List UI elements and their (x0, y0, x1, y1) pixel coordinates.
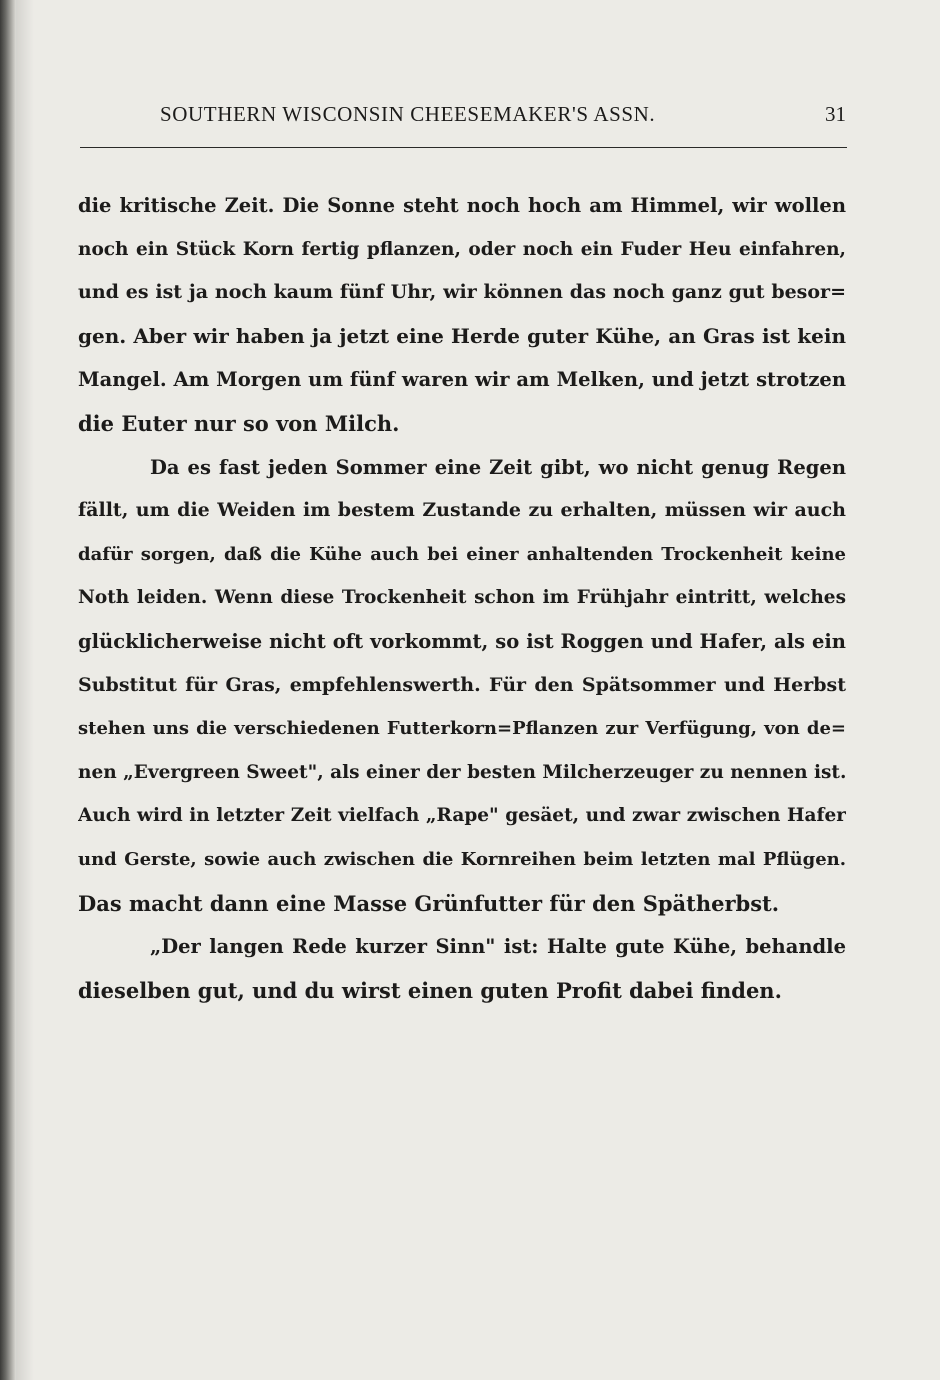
text-line: Noth leiden. Wenn diese Trockenheit schon im Frühjahr eintritt, welches (78, 587, 846, 609)
text-line: Substitut für Gras, empfehlenswerth. Für den Spätsommer und Herbst (78, 673, 846, 696)
text-line: dieselben gut, und du wirst einen guten Profit dabei finden. (78, 977, 782, 1003)
running-head: SOUTHERN WISCONSIN CHEESEMAKER'S ASSN. (160, 102, 656, 126)
book-spine (0, 0, 16, 1380)
text-line: stehen uns die verschiedenen Futterkorn=Pflanzen zur Verfügung, von de= (78, 718, 846, 740)
text-line: gen. Aber wir haben ja jetzt eine Herde guter Kühe, an Gras ist kein (78, 323, 846, 348)
text-line: dafür sorgen, daß die Kühe auch bei einer anhaltenden Trockenheit keine (78, 543, 846, 565)
text-line: fällt, um die Weiden im bestem Zustande zu erhalten, müssen wir auch (78, 499, 846, 522)
text-line: Da es fast jeden Sommer eine Zeit gibt, wo nicht genug Regen (150, 455, 846, 479)
text-line: die Euter nur so von Milch. (78, 410, 400, 436)
text-line: die kritische Zeit. Die Sonne steht noch hoch am Himmel, wir wollen (78, 194, 846, 217)
text-line: nen „Evergreen Sweet", als einer der besten Milcherzeuger zu nennen ist. (78, 761, 846, 783)
text-line: und es ist ja noch kaum fünf Uhr, wir können das noch ganz gut besor= (78, 281, 846, 304)
body-text (78, 184, 846, 1012)
text-line: „Der langen Rede kurzer Sinn" ist: Halte gute Kühe, behandle (150, 935, 846, 959)
text-line: und Gerste, sowie auch zwischen die Kornreihen beim letzten mal Pflügen. (78, 848, 846, 870)
text-line: Das macht dann eine Masse Grünfutter für den Spätherbst. (78, 890, 780, 916)
page-header (80, 102, 848, 132)
page-number: 31 (825, 102, 846, 126)
text-line: glücklicherweise nicht oft vorkommt, so ist Roggen und Hafer, als ein (78, 629, 846, 653)
header-rule (80, 147, 847, 148)
gutter-shadow (16, 0, 34, 1380)
text-line: noch ein Stück Korn fertig pflanzen, oder noch ein Fuder Heu einfahren, (78, 238, 846, 260)
text-line: Mangel. Am Morgen um fünf waren wir am Melken, und jetzt strotzen (78, 368, 846, 392)
text-line: Auch wird in letzter Zeit vielfach „Rape" gesäet, und zwar zwischen Hafer (78, 805, 846, 827)
